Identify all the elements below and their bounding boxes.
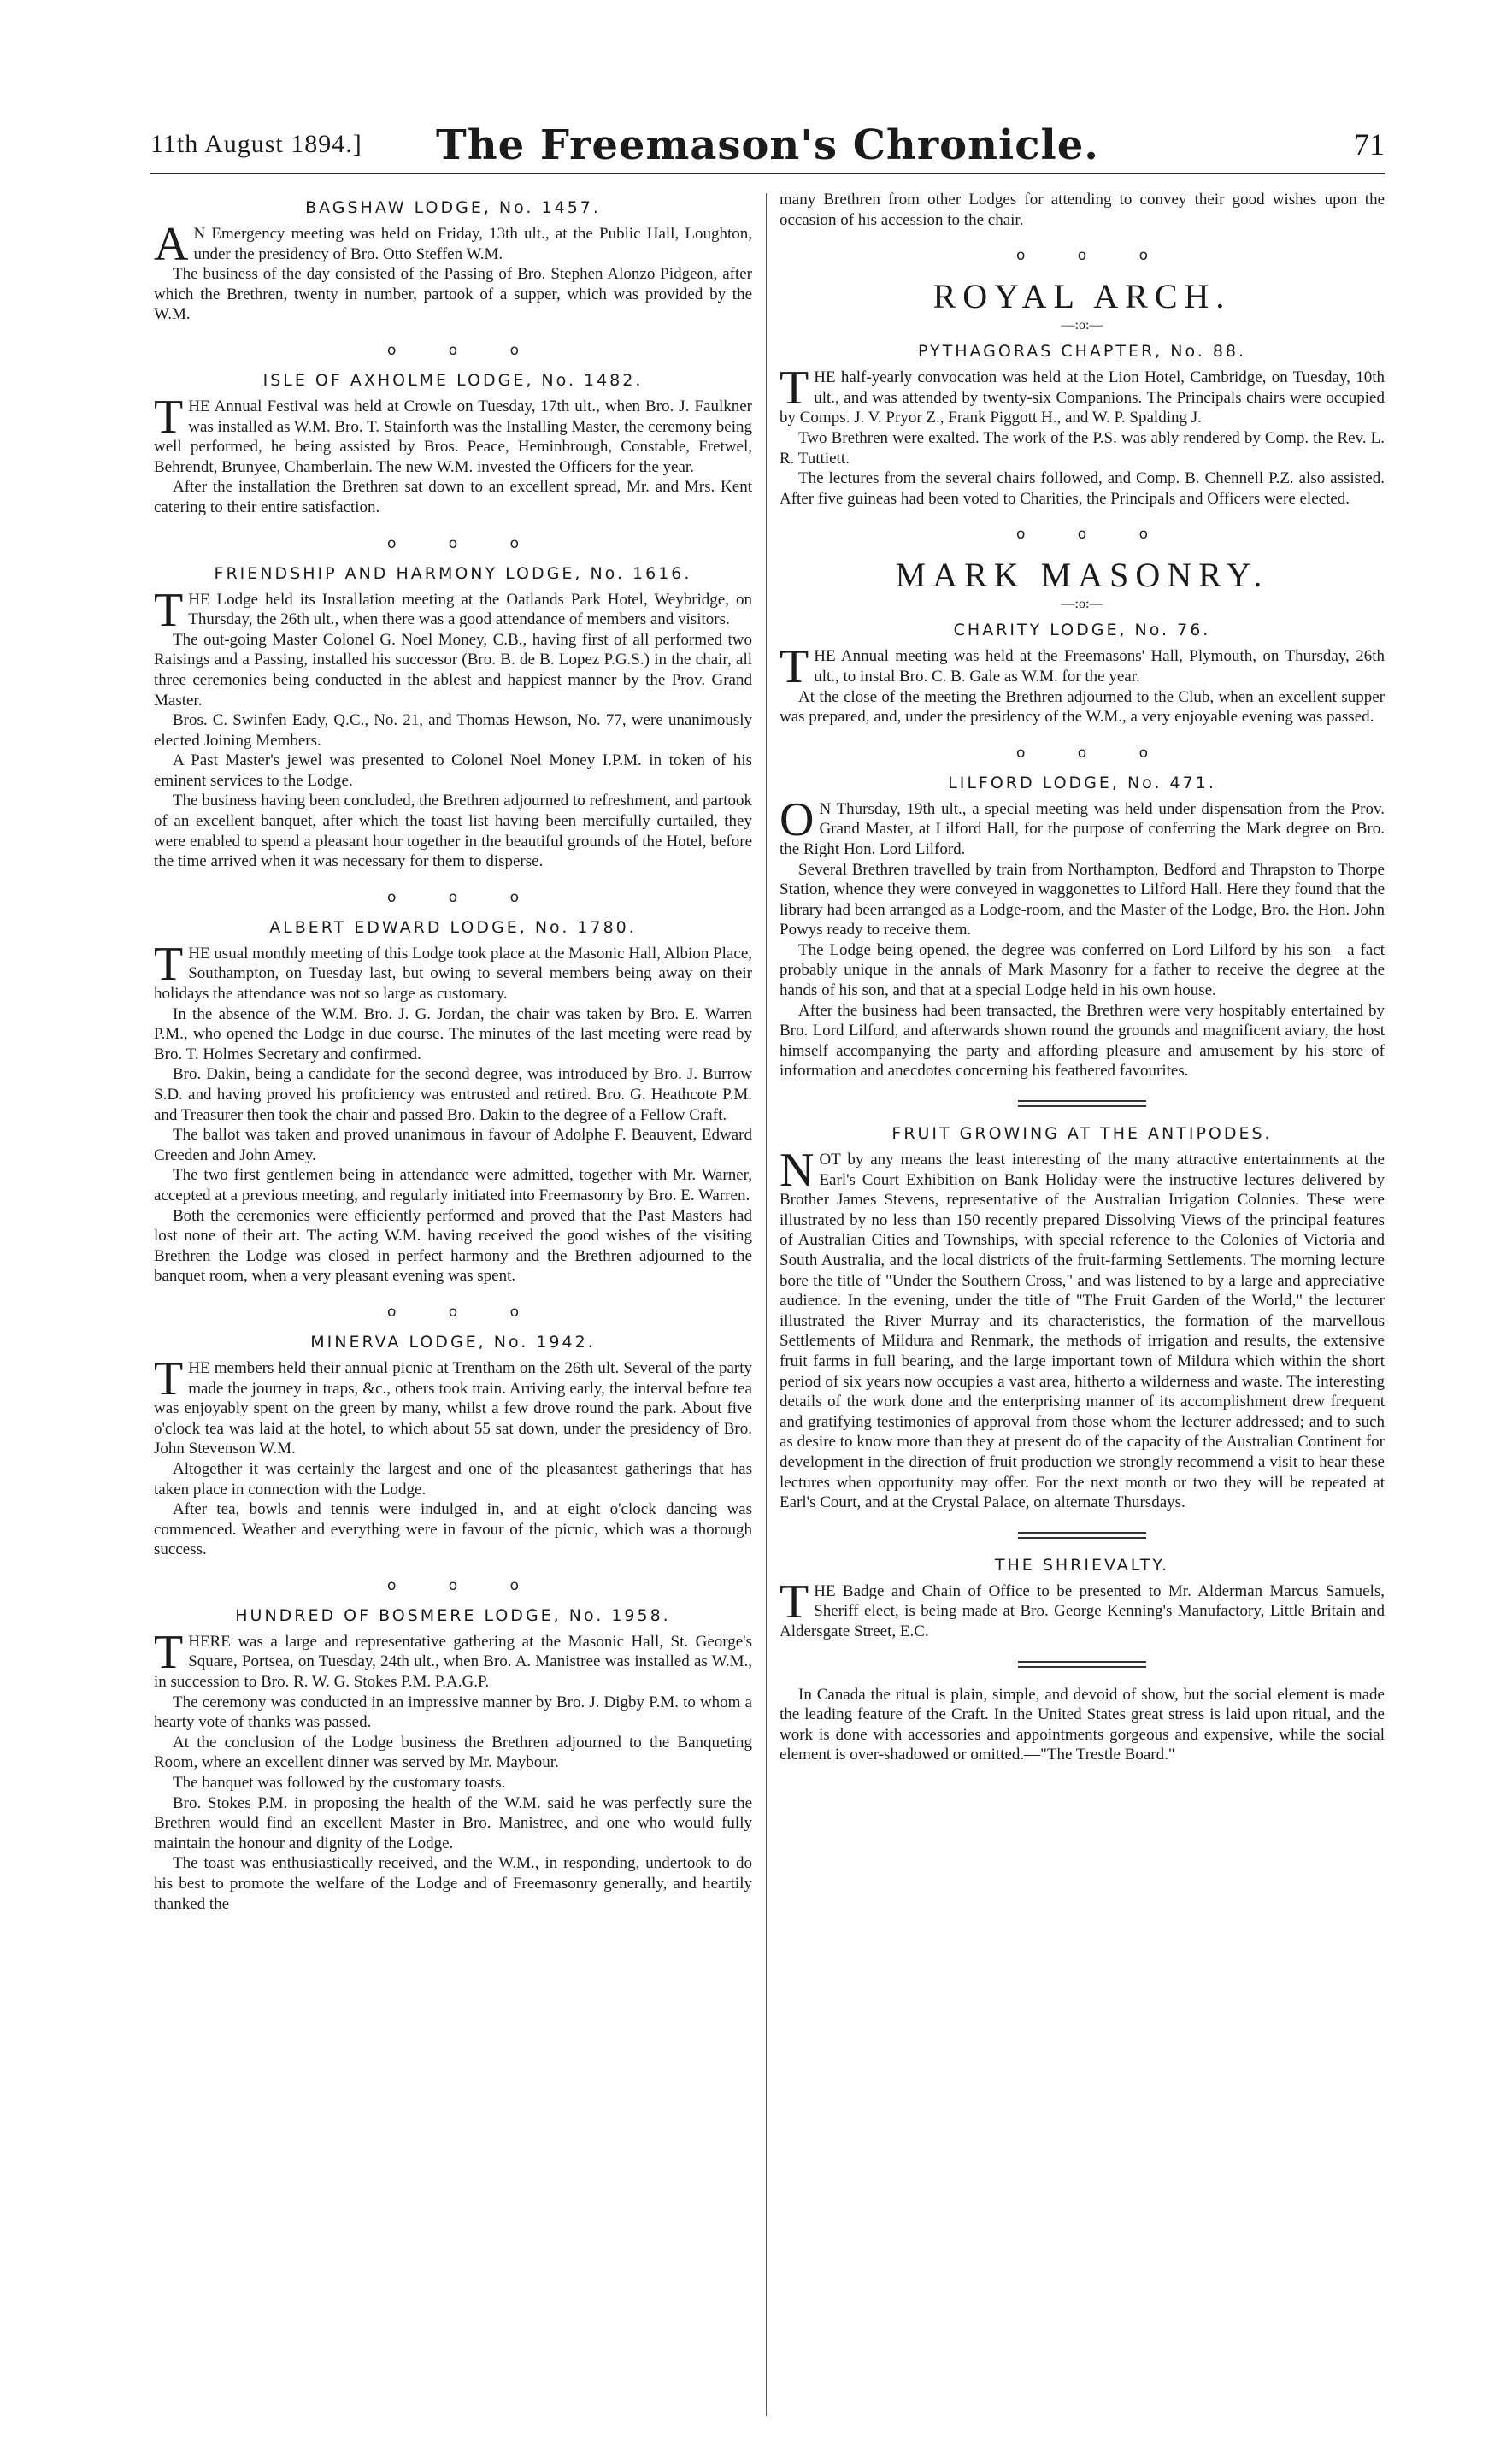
section-title: ROYAL ARCH. — [932, 277, 1232, 316]
masthead — [150, 121, 1385, 178]
article-paragraph: NOT by any means the least interesting of the many attractive entertainments at the Earl's Court Exhibition on Bank Holiday were the instructive lectures delivered by Brother James Stevens, representative of the Australian Irrigation Colonies. These were illustrated by no less than 150 recently prepared Dissolving Views of the principal features of Australian Cities and Townships, with special reference to the Colonies of Victoria and South Australia, and the local districts of the fruit-farming Settlements. The morning lecture bore the title of "Under the Southern Cross," and was listened to by a large and appreciative audience. In the evening, under the title of "The Fruit Garden of the World," the lecturer illustrated the River Murray and its characteristics, the formation of the marvellous Settlements of Mildura and Renmark, the methods of irrigation and results, the extensive fruit farms in full bearing, and the large important town of Mildura which within the short period of six years now occupies a vast area, hitherto a wilderness and waste. The interesting details of the work done and the enterprising manner of its accomplishment drew frequent and gratifying testimonies of approval from those whom the lecturer addressed; and to such as desire to know more than they at present do of the capacity of the Australian Continent for development in the direction of fruit production we strongly recommend a visit to hear these lectures when opportunity may offer. For the next month or two they will be repeated at Earl's Court, and at the Crystal Palace, on alternate Thursdays. — [780, 1144, 1385, 1512]
article-heading: LILFORD LODGE, No. 471. — [948, 773, 1216, 792]
article-paragraph: The business having been concluded, the Brethren adjourned to refreshment, and partook of an excellent banquet, after which the toast list having been mercifully curtailed, they were enabled to spend a pleasant hour together in the beautiful grounds of the Hotel, before the time arrived when it was necessary for them to disperse. — [154, 792, 752, 871]
double-rule — [1018, 1661, 1146, 1668]
section-separator: o o o — [386, 1576, 543, 1594]
drop-cap: T — [780, 1575, 809, 1628]
article-heading: BAGSHAW LODGE, No. 1457. — [305, 198, 601, 217]
article-paragraph: THE half-yearly convocation was held at the Lion Hotel, Cambridge, on Tuesday, 10th ult., and was attended by twenty-six Companions. The Principals chairs were occupied by Comps. J. V. Pryor Z., Frank Piggott H., and W. P. Spalding J. — [780, 362, 1385, 427]
article-friendship-and-harmony-lodge — [154, 564, 752, 872]
article-paragraph: The lectures from the several chairs followed, and Comp. B. Chennell P.Z. also assisted. After five guineas had been voted to Charities, the Principals and Officers were elected. — [780, 469, 1385, 508]
article-paragraph: The ballot was taken and proved unanimous in favour of Adolphe F. Beauvent, Edward Creeden and John Amey. — [154, 1126, 752, 1164]
drop-cap: T — [154, 937, 184, 991]
section-separator: o o o — [386, 534, 543, 552]
section-mark-masonry — [780, 555, 1385, 1081]
section-title: MARK MASONRY. — [895, 556, 1269, 595]
article-paragraph: THE Lodge held its Installation meeting at the Oatlands Park Hotel, Weybridge, on Thursday, the 26th ult., when there was a good attendance of members and visitors. — [154, 583, 752, 637]
article-heading: ALBERT EDWARD LODGE, No. 1780. — [269, 917, 637, 937]
article-paragraph: In the absence of the W.M. Bro. J. G. Jordan, the chair was taken by Bro. E. Warren P.M., who opened the Lodge in due course. The minutes of the last meeting were read by Bro. T. Holmes Secretary and confirmed. — [154, 1004, 752, 1063]
section-separator: o o o — [386, 888, 543, 906]
double-rule — [1018, 1100, 1146, 1107]
drop-cap: T — [154, 1625, 184, 1679]
section-royal-arch — [780, 276, 1385, 509]
article-paragraph: After the business had been transacted, the Brethren were very hospitably entertained by Bro. Lord Lilford, and afterwards shown round the grounds and magnificent aviary, the host himself accompanying the party and affording pleasure and amusement by his store of information and anecdotes concerning his feathered favourites. — [780, 1001, 1385, 1081]
article-paragraph: Several Brethren travelled by train from Northampton, Bedford and Thrapston to Thorpe Station, whence they were conveyed in waggonettes to Lilford Hall. Here they found that the library had been arranged as a Lodge-room, and the Master of the Lodge, Bro. the Hon. John Powys ready to receive them. — [780, 860, 1385, 939]
drop-cap: T — [780, 640, 809, 694]
article-heading: CHARITY LODGE, No. 76. — [953, 621, 1211, 640]
article-paragraph: Bros. C. Swinfen Eady, Q.C., No. 21, and Thomas Hewson, No. 77, were unanimously elected Joining Members. — [154, 711, 752, 750]
article-paragraph: The Lodge being opened, the degree was conferred on Lord Lilford by his son—a fact probably unique in the annals of Mark Masonry for a father to receive the degree at the hands of his son, and that at a special Lodge held in his own house. — [780, 940, 1385, 1000]
article-paragraph: The business of the day consisted of the Passing of Bro. Stephen Alonzo Pidgeon, after which the Brethren, twenty in number, partook of a supper, which was provided by the W.M. — [154, 265, 752, 324]
double-rule — [1018, 1532, 1146, 1539]
section-separator: o o o — [386, 1303, 543, 1321]
article-paragraph: Both the ceremonies were efficiently performed and proved that the Past Masters had lost none of their art. The acting W.M. having received the good wishes of the visiting Brethren the Lodge was closed in perfect harmony and the Brethren adjourned to the banquet room, when a very pleasant evening was spent. — [154, 1206, 752, 1286]
article-heading: HUNDRED OF BOSMERE LODGE, No. 1958. — [235, 1605, 671, 1625]
article-paragraph: Bro. Stokes P.M. in proposing the health of the W.M. said he was perfectly sure the Brethren would find an excellent Master in Bro. Manistree, and one who would fully maintain the honour and dignity of the Lodge. — [154, 1793, 752, 1852]
drop-cap: T — [780, 362, 809, 415]
article-isle-of-axholme-lodge — [154, 371, 752, 518]
article-paragraph: Altogether it was certainly the largest and one of the pleasantest gatherings that has taken place in connection with the Lodge. — [154, 1459, 752, 1499]
article-paragraph: The ceremony was conducted in an impressive manner by Bro. J. Digby P.M. to whom a hearty vote of thanks was passed. — [154, 1693, 752, 1732]
closing-paragraph: In Canada the ritual is plain, simple, and devoid of show, but the social element is made the leading feature of the Craft. In the United States great stress is laid upon ritual, and the work is done with accessories and appointments gorgeous and expensive, while the social element is over-shadowed or omitted.—"The Trestle Board." — [780, 1685, 1385, 1764]
article-paragraph: THERE was a large and representative gathering at the Masonic Hall, St. George's Square, Portsea, on Tuesday, 24th ult., when Bro. A. Manistree was installed as W.M., in succession to Bro. R. W. G. Stokes P.M. P.A.G.P. — [154, 1625, 752, 1692]
article-heading: THE SHRIEVALTY. — [994, 1555, 1170, 1575]
right-column — [780, 190, 1385, 1765]
article-paragraph: At the close of the meeting the Brethren adjourned to the Club, when an excellent supper was prepared, and, under the presidency of the W.M., a very enjoyable evening was passed. — [780, 687, 1385, 727]
article-paragraph: THE Annual meeting was held at the Freemasons' Hall, Plymouth, on Thursday, 26th ult., to instal Bro. C. B. Gale as W.M. for the year. — [780, 640, 1385, 694]
drop-cap: T — [154, 1352, 184, 1405]
drop-cap: O — [780, 792, 815, 846]
article-paragraph: The toast was enthusiastically received, and the W.M., in responding, undertook to do his best to promote the welfare of the Lodge and of Freemasonry generally, and heartily thanked the — [154, 1854, 752, 1913]
article-paragraph: THE members held their annual picnic at Trentham on the 26th ult. Several of the party made the journey in traps, &c., others took train. Arriving early, the interval before tea was enjoyably spent on the green by many, whilst a few drove round the park. About five o'clock tea was laid at the hotel, to which about 55 sat down, under the presidency of Bro. John Stevenson W.M. — [154, 1352, 752, 1458]
left-column — [154, 190, 752, 1914]
drop-cap: A — [154, 218, 189, 271]
section-separator: o o o — [1015, 744, 1172, 762]
article-paragraph: The banquet was followed by the customary toasts. — [173, 1774, 506, 1793]
article-paragraph: A N Emergency meeting was held on Friday, 13th ult., at the Public Hall, Loughton, under the presidency of Bro. Otto Steffen W.M. — [154, 218, 752, 271]
article-hundred-of-bosmere-lodge — [154, 1606, 752, 1914]
drop-cap: N — [780, 1144, 815, 1198]
article-albert-edward-lodge — [154, 918, 752, 1287]
article-heading: PYTHAGORAS CHAPTER, No. 88. — [917, 342, 1247, 362]
article-paragraph: THE Badge and Chain of Office to be presented to Mr. Alderman Marcus Samuels, Sheriff elect, is being made at Bro. George Kenning's Manufactory, Little Britain and Aldersgate Street, E.C. — [780, 1575, 1385, 1640]
article-paragraph: At the conclusion of the Lodge business the Brethren adjourned to the Banqueting Room, where an excellent dinner was served by Mr. Maybour. — [154, 1733, 752, 1772]
continuation-paragraph: many Brethren from other Lodges for attending to convey their good wishes upon the occasion of his accession to the chair. — [780, 191, 1385, 229]
article-paragraph: THE Annual Festival was held at Crowle on Tuesday, 17th ult., when Bro. J. Faulkner was installed as W.M. Bro. T. Stainforth was the Installing Master, the ceremony being well performed, he being assisted by Bros. Peace, Heminbrough, Constable, Fretwel, Behrendt, Brunyee, Chamberlain. The new W.M. invested the Officers for the year. — [154, 390, 752, 476]
page-number: 71 — [1354, 127, 1385, 162]
article-paragraph: A Past Master's jewel was presented to Colonel Noel Money I.P.M. in token of his eminent services to the Lodge. — [154, 751, 752, 790]
ornament-mark: —:o:— — [1061, 318, 1103, 333]
issue-date: 11th August 1894.] — [150, 130, 362, 158]
article-bagshaw-lodge — [154, 198, 752, 325]
article-heading: MINERVA LODGE, No. 1942. — [310, 1332, 596, 1352]
newspaper-title: The Freemason's Chronicle. — [436, 121, 1099, 169]
section-separator: o o o — [1015, 247, 1172, 265]
article-paragraph: After tea, bowls and tennis were indulged in, and at eight o'clock dancing was commenced. Weather and everything were in favour of the picnic, which was a thorough success. — [154, 1500, 752, 1559]
column-divider — [766, 193, 767, 2416]
article-paragraph: Bro. Dakin, being a candidate for the second degree, was introduced by Bro. J. Burrow S.D. and having proved his proficiency was entrusted and retired. Bro. G. Heathcote P.M. and Treasurer then took the chair and passed Bro. Dakin to the degree of a Fellow Craft. — [154, 1065, 752, 1124]
drop-cap: T — [154, 390, 184, 444]
masthead-rule — [150, 173, 1385, 174]
ornament-mark: —:o:— — [1061, 597, 1103, 612]
section-separator: o o o — [1015, 526, 1172, 544]
article-paragraph: The two first gentlemen being in attendance were admitted, together with Mr. Warner, accepted at a previous meeting, and regularly initiated into Freemasonry by Bro. E. Warren. — [154, 1166, 752, 1204]
article-paragraph: THE usual monthly meeting of this Lodge took place at the Masonic Hall, Albion Place, Southampton, on Tuesday last, but owing to several members being away on their holidays the attendance was not so large as customary. — [154, 937, 752, 1004]
article-heading: ISLE OF AXHOLME LODGE, No. 1482. — [262, 370, 644, 390]
article-fruit-growing — [780, 1124, 1385, 1513]
article-shrievalty — [780, 1556, 1385, 1642]
article-paragraph: Two Brethren were exalted. The work of the P.S. was ably rendered by Comp. the Rev. L. R. Tuttiett. — [780, 428, 1385, 468]
article-minerva-lodge — [154, 1333, 752, 1560]
article-paragraph: After the installation the Brethren sat down to an excellent spread, Mr. and Mrs. Kent catering to their entire satisfaction. — [154, 478, 752, 516]
drop-cap: T — [154, 583, 184, 637]
section-separator: o o o — [386, 341, 543, 359]
article-heading: FRIENDSHIP AND HARMONY LODGE, No. 1616. — [214, 563, 692, 583]
article-paragraph: O N Thursday, 19th ult., a special meeting was held under dispensation from the Prov. Grand Master, at Lilford Hall, for the purpose of conferring the Mark degree on Bro. the Right Hon. Lord Lilford. — [780, 792, 1385, 858]
article-paragraph: The out-going Master Colonel G. Noel Money, C.B., having first of all performed two Raisings and a Passing, installed his successor (Bro. B. de B. Lopez P.G.S.) in the chair, all three ceremonies being conducted in the ablest and happiest manner by the Prov. Grand Master. — [154, 630, 752, 710]
article-heading: FRUIT GROWING AT THE ANTIPODES. — [891, 1124, 1273, 1144]
